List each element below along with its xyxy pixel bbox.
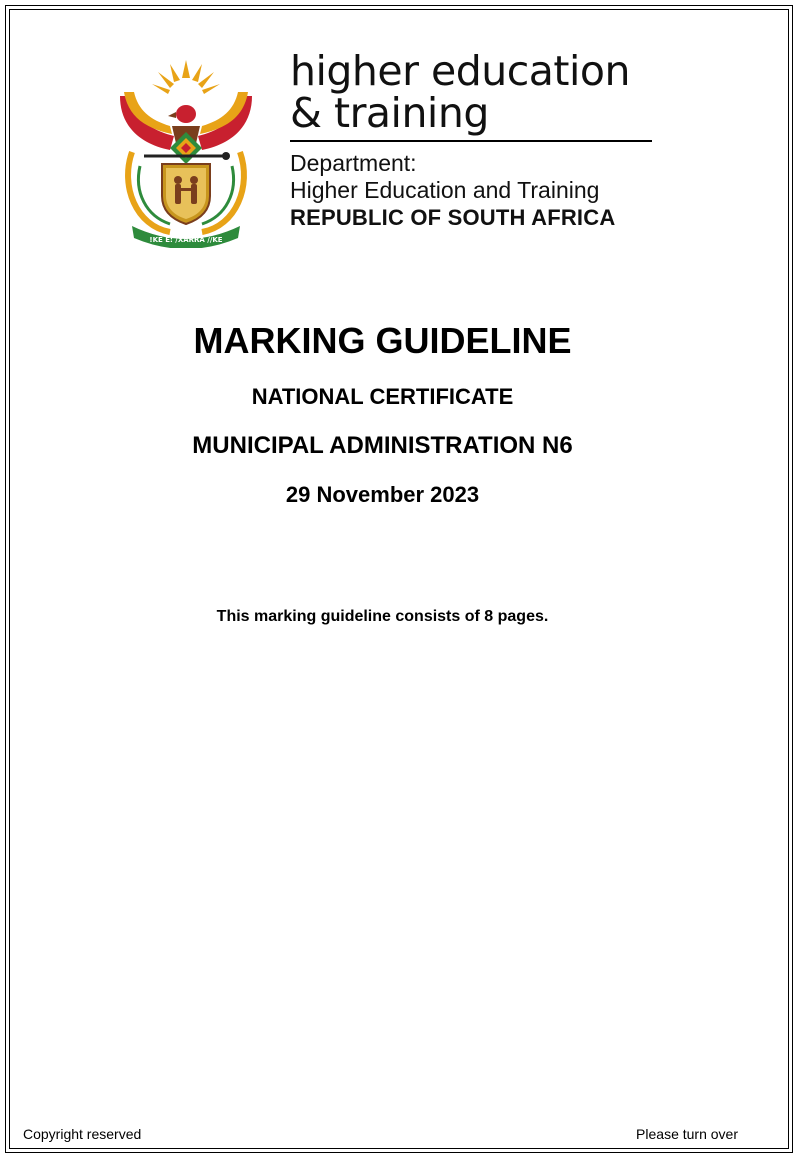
brand-line-2: & training [290,89,489,137]
department-header [290,47,670,231]
turn-over-note: Please turn over [636,1126,738,1142]
page-count-note: This marking guideline consists of 8 pages. [216,608,549,625]
document-title: MARKING GUIDELINE [193,320,572,361]
coat-of-arms-logo [110,56,262,248]
country-name: REPUBLIC OF SOUTH AFRICA [290,205,616,230]
crest-motto-text: !KE E: /XARRA //KE [149,236,223,244]
brand-divider [290,140,652,142]
certificate-name: NATIONAL CERTIFICATE [251,384,514,409]
copyright-notice: Copyright reserved [23,1126,142,1142]
exam-date: 29 November 2023 [285,482,480,507]
brand-line-1: higher education [290,47,630,95]
subject-name: MUNICIPAL ADMINISTRATION N6 [192,432,573,459]
department-label: Department: [290,150,417,176]
department-name: Higher Education and Training [290,177,600,203]
